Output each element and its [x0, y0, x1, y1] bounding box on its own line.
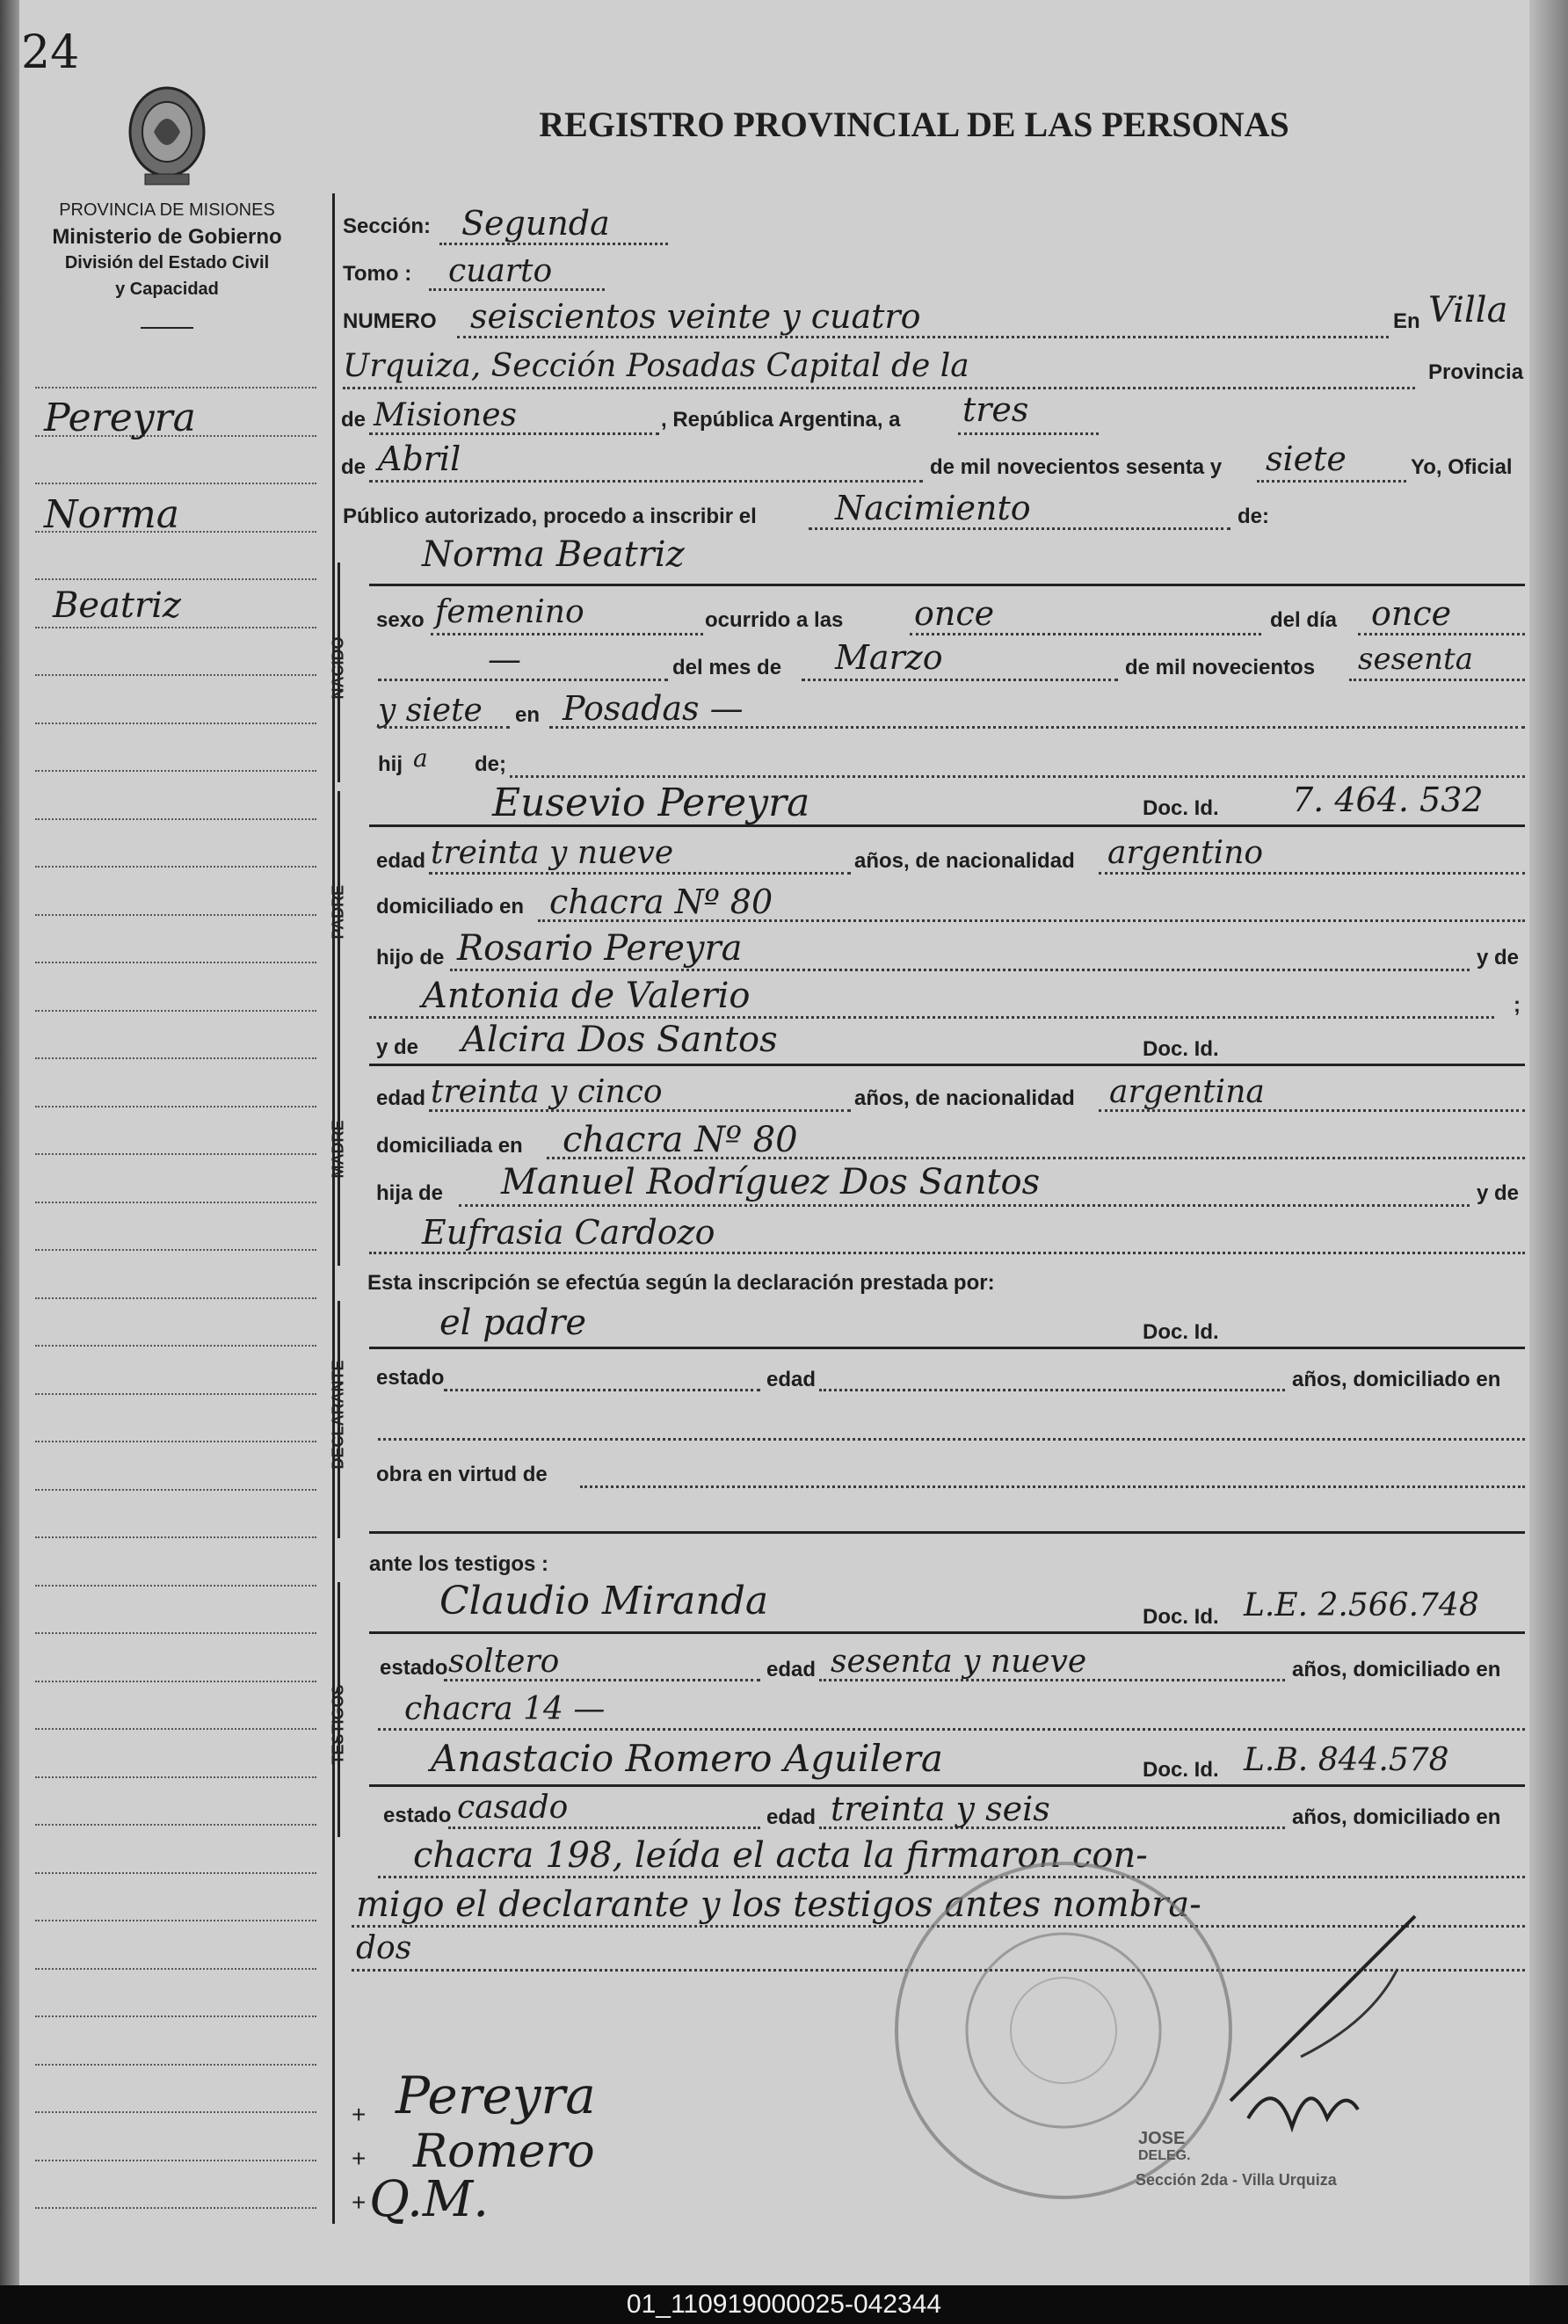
value-tomo: cuarto [448, 253, 553, 289]
authority-line2: Ministerio de Gobierno [52, 225, 282, 249]
value-hora: once [914, 594, 995, 633]
image-id-footer: 01_110919000025-042344 [0, 2285, 1568, 2324]
margin-rule [35, 2111, 316, 2113]
label-yo-oficial: Yo, Oficial [1411, 455, 1513, 479]
nombre-line [369, 584, 1525, 586]
margin-rule [35, 1153, 316, 1155]
value-anio-nac1: sesenta [1358, 642, 1473, 677]
label-ante-testigos: ante los testigos : [369, 1552, 549, 1576]
value-padre-nac: argentino [1107, 835, 1264, 871]
margin-rule [35, 1441, 316, 1442]
value-madre-edad: treinta y cinco [431, 1074, 663, 1110]
margin-rule [35, 2160, 316, 2161]
value-mes-nac: Marzo [835, 638, 943, 677]
value-provincia: Misiones [374, 397, 518, 433]
label-padre-doc: Doc. Id. [1143, 796, 1219, 820]
label-tomo: Tomo : [343, 262, 412, 286]
signature-romero: Romero [413, 2125, 595, 2178]
value-guion: — [488, 640, 521, 679]
label-testigo2-doc: Doc. Id. [1143, 1758, 1219, 1782]
value-testigo2-nombre: Anastacio Romero Aguilera [431, 1737, 943, 1780]
stamp-line3: Sección 2da - Villa Urquiza [1136, 2171, 1337, 2189]
page-edge-right [1529, 0, 1568, 2285]
obra-virtud-line [580, 1485, 1525, 1488]
section-nacido: NACIDO [329, 636, 347, 700]
label-en2: en [515, 703, 541, 727]
margin-rule [35, 1968, 316, 1970]
margin-rule [35, 1681, 316, 1682]
value-mes-reg: Abril [378, 439, 461, 478]
official-stamp [879, 1846, 1248, 2215]
margin-rule [35, 818, 316, 820]
label-testigo2-edad: edad [766, 1805, 817, 1829]
signature-pereyra: Pereyra [396, 2066, 596, 2125]
label-de: de [341, 408, 367, 432]
abuela-pat-line [369, 1016, 1494, 1019]
value-numero: seiscientos veinte y cuatro [470, 297, 921, 336]
value-nombre: Norma Beatriz [422, 534, 685, 575]
margin-rule [35, 1536, 316, 1538]
label-semicolon: ; [1514, 993, 1521, 1017]
value-testigo2-edad: treinta y seis [831, 1790, 1050, 1828]
section-declarante: DECLARANTE [329, 1360, 347, 1470]
value-declarante: el padre [439, 1303, 587, 1343]
label-republica: , República Argentina, a [661, 408, 901, 432]
margin-rule [35, 1106, 316, 1108]
value-testigo1-nombre: Claudio Miranda [439, 1579, 769, 1623]
margin-rule [35, 1297, 316, 1299]
stamp-line2: DELEG. [1138, 2148, 1191, 2163]
value-padre-doc: 7. 464. 532 [1292, 781, 1484, 819]
label-testigo2-estado: estado [383, 1804, 452, 1827]
page-number: 24 [21, 26, 80, 79]
testigo2-estado-line [448, 1827, 760, 1829]
margin-rule [35, 1728, 316, 1730]
declarante-line [369, 1347, 1525, 1349]
value-padre-dom: chacra Nº 80 [549, 882, 773, 921]
value-testigo2-estado: casado [457, 1790, 569, 1826]
value-madre-nac: argentina [1109, 1074, 1265, 1110]
label-madre-doc: Doc. Id. [1143, 1037, 1219, 1061]
testigo1-dom-line [378, 1728, 1525, 1731]
mes-reg-line [369, 480, 923, 483]
label-de-mil-nov: de mil novecientos [1125, 656, 1316, 679]
margin-rule [35, 674, 316, 676]
value-padre-nombre: Eusevio Pereyra [492, 781, 810, 825]
plus-mark-2: + [352, 2145, 367, 2172]
label-madre-abuela-y-de: y de [1477, 1181, 1520, 1205]
binding-edge [0, 0, 19, 2285]
value-dia-reg: tres [962, 390, 1029, 429]
authority-line3: División del Estado Civil [64, 253, 270, 272]
label-testigo1-dom: años, domiciliado en [1292, 1658, 1501, 1681]
padre-nac-line [1099, 872, 1525, 875]
value-dia-nac: once [1371, 594, 1452, 633]
margin-rule [35, 1010, 316, 1012]
label-testigo1-edad: edad [766, 1658, 817, 1681]
value-cierre2: migo el declarante y los testigos antes nombra- [356, 1885, 1201, 1925]
value-abuelo-pat: Rosario Pereyra [457, 928, 743, 969]
margin-rule [35, 2015, 316, 2017]
label-del-dia: del día [1270, 608, 1338, 632]
margin-rule [35, 1202, 316, 1203]
margin-rule [35, 1393, 316, 1395]
sexo-line [431, 633, 703, 635]
label-de-semi: de; [475, 752, 506, 776]
value-abuela-mat: Eufrasia Cardozo [422, 1213, 715, 1252]
abuelo-pat-line [450, 969, 1470, 971]
value-seccion: Segunda [461, 204, 610, 243]
margin-firstname: Norma [44, 492, 179, 537]
label-publico: Público autorizado, procedo a inscribir el [343, 505, 757, 528]
value-madre-nombre: Alcira Dos Santos [461, 1020, 778, 1060]
madre-nombre-line [369, 1064, 1525, 1066]
padre-edad-line [429, 872, 851, 875]
abuela-mat-line [369, 1252, 1525, 1254]
label-hij: hij [378, 752, 403, 776]
label-declarante-edad: edad [766, 1368, 817, 1391]
label-padre-dom: domiciliado en [376, 895, 525, 919]
margin-rule [35, 1345, 316, 1347]
declarante-dom-line [378, 1438, 1525, 1441]
authority-underline [141, 327, 193, 329]
label-testigo1-doc: Doc. Id. [1143, 1605, 1219, 1629]
margin-rule [35, 2064, 316, 2066]
margin-rule [35, 1057, 316, 1059]
label-provincia: Provincia [1428, 360, 1524, 384]
label-hija-de: hija de [376, 1181, 444, 1205]
value-anio-reg: siete [1266, 439, 1347, 478]
value-hij-suffix: a [413, 744, 428, 773]
section-madre: MADRE [329, 1120, 347, 1179]
margin-rule [35, 1872, 316, 1874]
dia-reg-line [958, 432, 1099, 435]
dia-nac-line [1358, 633, 1525, 635]
label-de2: de [341, 455, 367, 479]
label-declarante-dom: años, domiciliado en [1292, 1368, 1501, 1391]
margin-divider [332, 193, 335, 2224]
margin-rule [35, 866, 316, 868]
margin-middlename: Beatriz [53, 585, 181, 626]
provincial-crest [119, 79, 215, 193]
margin-rule [35, 627, 316, 628]
anio-nac2-line [378, 726, 510, 729]
value-testigo1-doc: L.E. 2.566.748 [1244, 1587, 1479, 1623]
value-abuela-pat: Antonia de Valerio [422, 976, 751, 1016]
label-de-colon: de: [1238, 505, 1269, 528]
label-del-mes: del mes de [672, 656, 782, 679]
value-padre-edad: treinta y nueve [431, 835, 674, 871]
page-title: REGISTRO PROVINCIAL DE LAS PERSONAS [539, 105, 1289, 144]
official-signature [1195, 1899, 1477, 2162]
hora-line [910, 633, 1261, 635]
value-testigo1-estado: soltero [448, 1644, 560, 1680]
label-padre-nac: años, de nacionalidad [854, 849, 1075, 873]
acto-line [809, 527, 1230, 530]
value-testigo1-edad: sesenta y nueve [831, 1644, 1087, 1680]
section-testigos: TESTIGOS [329, 1684, 347, 1765]
label-madre-edad: edad [376, 1086, 426, 1110]
seccion-line [439, 243, 668, 245]
value-testigo1-dom: chacra 14 — [404, 1691, 606, 1727]
label-hijo-de: hijo de [376, 946, 445, 970]
label-en: En [1393, 309, 1420, 333]
dia-nac-cont-line [378, 679, 668, 681]
margin-rule [35, 2207, 316, 2209]
label-declarante-doc: Doc. Id. [1143, 1320, 1219, 1344]
label-padre-y-de: y de [1477, 946, 1520, 970]
margin-rule [35, 723, 316, 724]
section-padre: PADRE [329, 884, 347, 940]
declarante-estado-line [444, 1389, 760, 1391]
margin-rule [35, 1585, 316, 1587]
abuelo-mat-line [459, 1204, 1470, 1207]
margin-rule [35, 1632, 316, 1634]
value-testigo2-doc: L.B. 844.578 [1244, 1742, 1449, 1778]
margin-rule [35, 1249, 316, 1251]
value-lugar-nac: Posadas — [563, 689, 744, 728]
numero-line [457, 336, 1389, 338]
value-lugar2: Urquiza, Sección Posadas Capital de la [343, 348, 969, 384]
value-abuelo-mat: Manuel Rodríguez Dos Santos [501, 1162, 1041, 1202]
margin-rule [35, 914, 316, 916]
plus-mark-1: + [352, 2101, 367, 2128]
lugar-line [343, 387, 1415, 389]
authority-line4: y Capacidad [115, 280, 219, 299]
label-testigo1-estado: estado [380, 1656, 448, 1680]
margin-rule [35, 1489, 316, 1491]
padre-nombre-line [369, 824, 1525, 827]
label-madre-nac: años, de nacionalidad [854, 1086, 1075, 1110]
signature-qm: Q.M. [369, 2171, 490, 2228]
margin-rule [35, 1920, 316, 1921]
value-acto: Nacimiento [835, 489, 1031, 527]
label-inscripcion: Esta inscripción se efectúa según la declaración prestada por: [367, 1271, 995, 1295]
testigo1-nombre-line [369, 1631, 1525, 1634]
value-sexo: femenino [435, 594, 584, 630]
declarante-edad-line [819, 1389, 1285, 1391]
margin-surname: Pereyra [44, 396, 196, 440]
hij-line [510, 775, 1525, 778]
value-cierre3: dos [356, 1930, 412, 1966]
label-de-mil: de mil novecientos sesenta y [930, 455, 1223, 479]
label-madre-y-de: y de [376, 1035, 419, 1059]
anio-reg-line [1257, 480, 1406, 483]
label-seccion: Sección: [343, 214, 432, 238]
label-madre-dom: domiciliada en [376, 1134, 523, 1158]
label-obra-virtud: obra en virtud de [376, 1463, 548, 1486]
testigo2-nombre-line [369, 1784, 1525, 1787]
label-sexo: sexo [376, 608, 425, 632]
margin-rule [35, 962, 316, 963]
stamp-line1: JOSE [1138, 2129, 1186, 2148]
label-testigo2-dom: años, domiciliado en [1292, 1805, 1501, 1829]
label-numero: NUMERO [343, 309, 437, 333]
margin-rule [35, 1776, 316, 1778]
margin-rule [35, 578, 316, 580]
declarante-end-line [369, 1531, 1525, 1534]
margin-rule [35, 483, 316, 484]
anio-nac-line [1349, 679, 1525, 681]
value-cierre1: chacra 198, leída el acta la firmaron con- [413, 1835, 1148, 1876]
value-lugar1: Villa [1428, 290, 1508, 330]
margin-rule [35, 1824, 316, 1826]
label-padre-edad: edad [376, 849, 426, 873]
label-declarante-estado: estado [376, 1366, 445, 1390]
value-madre-dom: chacra Nº 80 [563, 1120, 798, 1160]
margin-rule [35, 770, 316, 772]
value-anio-nac2: y siete [378, 693, 483, 729]
margin-rule [35, 387, 316, 389]
plus-mark-3: + [352, 2189, 367, 2216]
mes-nac-line [802, 679, 1118, 681]
label-ocurrido: ocurrido a las [705, 608, 844, 632]
authority-line1: PROVINCIA DE MISIONES [59, 200, 275, 220]
